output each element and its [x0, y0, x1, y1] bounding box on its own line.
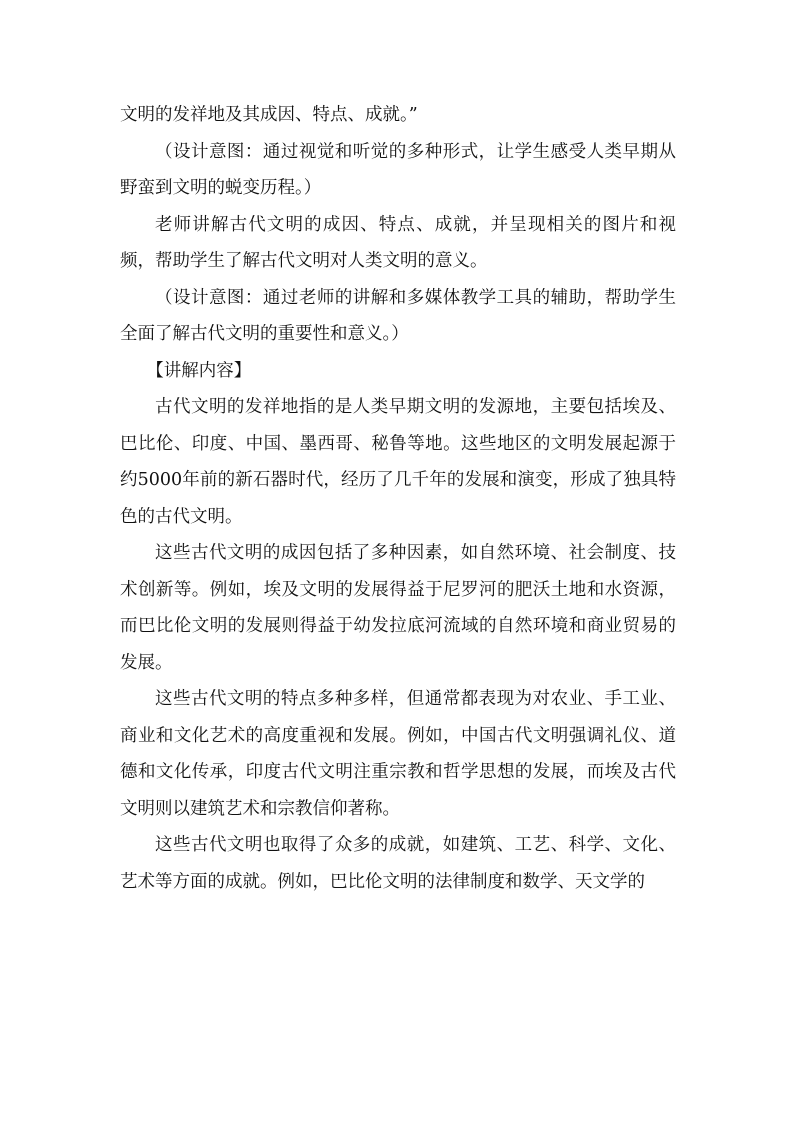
paragraph-6: 古代文明的发祥地指的是人类早期文明的发源地，主要包括埃及、巴比伦、印度、中国、墨西哥、秘鲁等地。这些地区的文明发展起源于约5000年前的新石器时代，经历了几千年的发展和演变，形成了独具特色的古代文明。	[120, 397, 676, 527]
paragraph-7: 这些古代文明的成因包括了多种因素，如自然环境、社会制度、技术创新等。例如，埃及文明的发展得益于尼罗河的肥沃土地和水资源，而巴比伦文明的发展则得益于幼发拉底河流域的自然环境和商业贸易的发展。	[120, 543, 676, 673]
paragraph-3: 老师讲解古代文明的成因、特点、成就，并呈现相关的图片和视频，帮助学生了解古代文明对人类文明的意义。	[120, 214, 676, 271]
document-body	[120, 97, 676, 900]
paragraph-8: 这些古代文明的特点多种多样，但通常都表现为对农业、手工业、商业和文化艺术的高度重视和发展。例如，中国古代文明强调礼仪、道德和文化传承，印度古代文明注重宗教和哲学思想的发展，而埃及古代文明则以建筑艺术和宗教信仰著称。	[120, 689, 676, 819]
section-heading: 【讲解内容】	[146, 360, 252, 381]
paragraph-1: 文明的发祥地及其成因、特点、成就。”	[120, 105, 418, 125]
paragraph-2: （设计意图：通过视觉和听觉的多种形式，让学生感受人类早期从野蛮到文明的蜕变历程。）	[120, 141, 676, 198]
paragraph-4: （设计意图：通过老师的讲解和多媒体教学工具的辅助，帮助学生全面了解古代文明的重要性和意义。）	[120, 287, 676, 344]
paragraph-9: 这些古代文明也取得了众多的成就，如建筑、工艺、科学、文化、艺术等方面的成就。例如，巴比伦文明的法律制度和数学、天文学的	[120, 835, 676, 892]
